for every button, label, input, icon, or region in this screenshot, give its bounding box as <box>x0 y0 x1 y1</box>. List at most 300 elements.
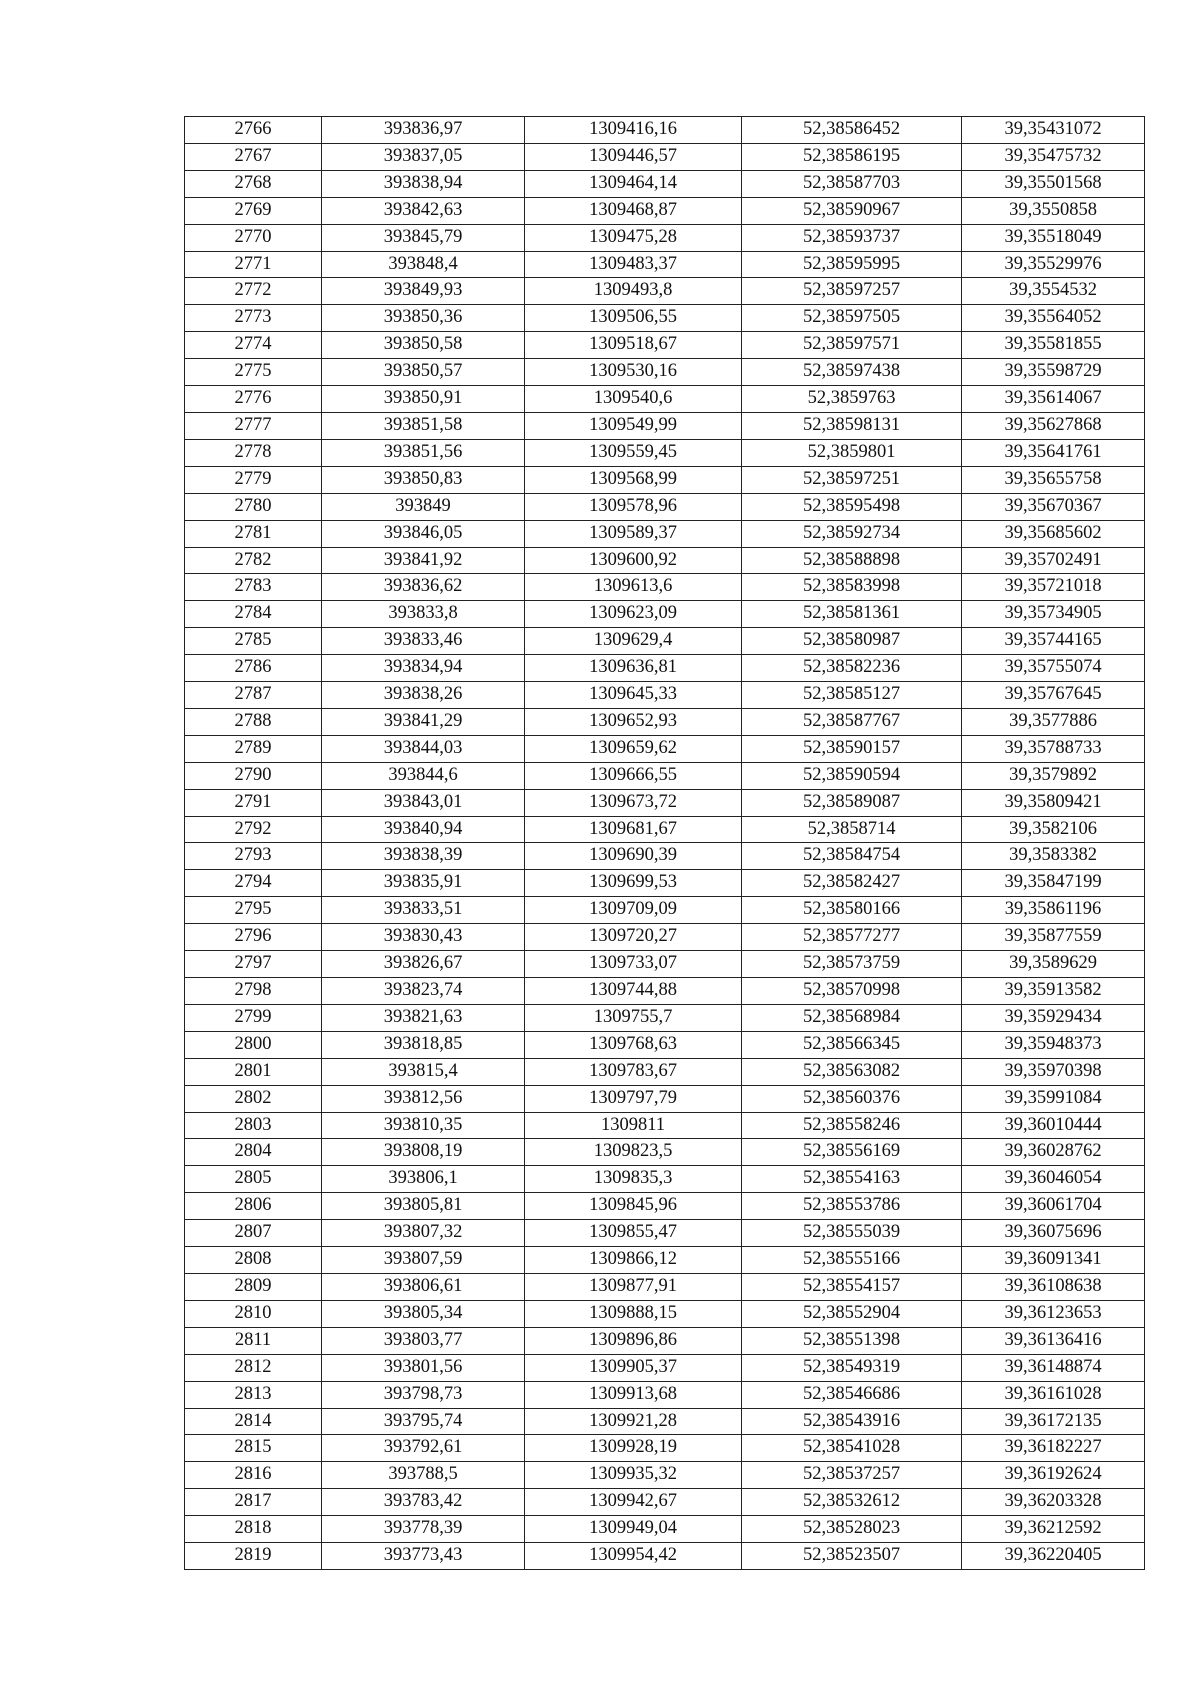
latitude-cell: 52,38553786 <box>742 1193 962 1220</box>
y-coordinate-cell: 1309416,16 <box>525 117 742 144</box>
table-row <box>185 332 1145 359</box>
longitude-cell: 39,35518049 <box>962 224 1145 251</box>
point-number-cell: 2780 <box>185 493 322 520</box>
x-coordinate-cell: 393778,39 <box>322 1516 525 1543</box>
latitude-cell: 52,38552904 <box>742 1300 962 1327</box>
table-row <box>185 412 1145 439</box>
longitude-cell: 39,3577886 <box>962 708 1145 735</box>
latitude-cell: 52,38581361 <box>742 601 962 628</box>
longitude-cell: 39,35788733 <box>962 735 1145 762</box>
x-coordinate-cell: 393818,85 <box>322 1031 525 1058</box>
point-number-cell: 2814 <box>185 1408 322 1435</box>
x-coordinate-cell: 393834,94 <box>322 655 525 682</box>
table-row <box>185 1273 1145 1300</box>
longitude-cell: 39,35948373 <box>962 1031 1145 1058</box>
x-coordinate-cell: 393836,62 <box>322 574 525 601</box>
latitude-cell: 52,38573759 <box>742 951 962 978</box>
longitude-cell: 39,36172135 <box>962 1408 1145 1435</box>
point-number-cell: 2774 <box>185 332 322 359</box>
latitude-cell: 52,38586195 <box>742 143 962 170</box>
x-coordinate-cell: 393805,81 <box>322 1193 525 1220</box>
x-coordinate-cell: 393788,5 <box>322 1462 525 1489</box>
longitude-cell: 39,36075696 <box>962 1220 1145 1247</box>
longitude-cell: 39,35721018 <box>962 574 1145 601</box>
table-row <box>185 224 1145 251</box>
latitude-cell: 52,38528023 <box>742 1516 962 1543</box>
y-coordinate-cell: 1309645,33 <box>525 682 742 709</box>
x-coordinate-cell: 393792,61 <box>322 1435 525 1462</box>
y-coordinate-cell: 1309530,16 <box>525 359 742 386</box>
point-number-cell: 2770 <box>185 224 322 251</box>
x-coordinate-cell: 393803,77 <box>322 1327 525 1354</box>
table-row <box>185 386 1145 413</box>
latitude-cell: 52,3859763 <box>742 386 962 413</box>
latitude-cell: 52,38582427 <box>742 870 962 897</box>
point-number-cell: 2803 <box>185 1112 322 1139</box>
y-coordinate-cell: 1309913,68 <box>525 1381 742 1408</box>
table-row <box>185 305 1145 332</box>
table-row <box>185 1112 1145 1139</box>
longitude-cell: 39,35501568 <box>962 170 1145 197</box>
latitude-cell: 52,38595995 <box>742 251 962 278</box>
y-coordinate-cell: 1309493,8 <box>525 278 742 305</box>
y-coordinate-cell: 1309549,99 <box>525 412 742 439</box>
x-coordinate-cell: 393812,56 <box>322 1085 525 1112</box>
y-coordinate-cell: 1309636,81 <box>525 655 742 682</box>
point-number-cell: 2815 <box>185 1435 322 1462</box>
latitude-cell: 52,38597251 <box>742 466 962 493</box>
x-coordinate-cell: 393807,59 <box>322 1247 525 1274</box>
point-number-cell: 2786 <box>185 655 322 682</box>
latitude-cell: 52,38583998 <box>742 574 962 601</box>
x-coordinate-cell: 393795,74 <box>322 1408 525 1435</box>
x-coordinate-cell: 393850,91 <box>322 386 525 413</box>
x-coordinate-cell: 393833,8 <box>322 601 525 628</box>
latitude-cell: 52,38566345 <box>742 1031 962 1058</box>
longitude-cell: 39,35655758 <box>962 466 1145 493</box>
latitude-cell: 52,38582236 <box>742 655 962 682</box>
latitude-cell: 52,38523507 <box>742 1543 962 1570</box>
y-coordinate-cell: 1309540,6 <box>525 386 742 413</box>
x-coordinate-cell: 393838,26 <box>322 682 525 709</box>
y-coordinate-cell: 1309699,53 <box>525 870 742 897</box>
point-number-cell: 2787 <box>185 682 322 709</box>
y-coordinate-cell: 1309673,72 <box>525 789 742 816</box>
point-number-cell: 2804 <box>185 1139 322 1166</box>
longitude-cell: 39,35991084 <box>962 1085 1145 1112</box>
point-number-cell: 2781 <box>185 520 322 547</box>
longitude-cell: 39,36091341 <box>962 1247 1145 1274</box>
y-coordinate-cell: 1309888,15 <box>525 1300 742 1327</box>
point-number-cell: 2790 <box>185 762 322 789</box>
longitude-cell: 39,35598729 <box>962 359 1145 386</box>
latitude-cell: 52,38555039 <box>742 1220 962 1247</box>
longitude-cell: 39,36010444 <box>962 1112 1145 1139</box>
latitude-cell: 52,3859801 <box>742 439 962 466</box>
y-coordinate-cell: 1309855,47 <box>525 1220 742 1247</box>
x-coordinate-cell: 393850,83 <box>322 466 525 493</box>
x-coordinate-cell: 393849 <box>322 493 525 520</box>
longitude-cell: 39,36203328 <box>962 1489 1145 1516</box>
y-coordinate-cell: 1309709,09 <box>525 897 742 924</box>
x-coordinate-cell: 393849,93 <box>322 278 525 305</box>
point-number-cell: 2777 <box>185 412 322 439</box>
longitude-cell: 39,36182227 <box>962 1435 1145 1462</box>
x-coordinate-cell: 393835,91 <box>322 870 525 897</box>
point-number-cell: 2771 <box>185 251 322 278</box>
x-coordinate-cell: 393838,94 <box>322 170 525 197</box>
x-coordinate-cell: 393840,94 <box>322 816 525 843</box>
latitude-cell: 52,38597438 <box>742 359 962 386</box>
point-number-cell: 2789 <box>185 735 322 762</box>
table-row <box>185 1327 1145 1354</box>
x-coordinate-cell: 393810,35 <box>322 1112 525 1139</box>
x-coordinate-cell: 393848,4 <box>322 251 525 278</box>
latitude-cell: 52,38597257 <box>742 278 962 305</box>
point-number-cell: 2808 <box>185 1247 322 1274</box>
point-number-cell: 2768 <box>185 170 322 197</box>
point-number-cell: 2794 <box>185 870 322 897</box>
x-coordinate-cell: 393850,57 <box>322 359 525 386</box>
point-number-cell: 2792 <box>185 816 322 843</box>
x-coordinate-cell: 393833,46 <box>322 628 525 655</box>
y-coordinate-cell: 1309797,79 <box>525 1085 742 1112</box>
table-row <box>185 682 1145 709</box>
point-number-cell: 2819 <box>185 1543 322 1570</box>
x-coordinate-cell: 393851,56 <box>322 439 525 466</box>
table-row <box>185 278 1145 305</box>
table-row <box>185 951 1145 978</box>
point-number-cell: 2813 <box>185 1381 322 1408</box>
table-row <box>185 897 1145 924</box>
latitude-cell: 52,38598131 <box>742 412 962 439</box>
point-number-cell: 2766 <box>185 117 322 144</box>
table-row <box>185 143 1145 170</box>
point-number-cell: 2769 <box>185 197 322 224</box>
latitude-cell: 52,38580987 <box>742 628 962 655</box>
table-row <box>185 708 1145 735</box>
y-coordinate-cell: 1309518,67 <box>525 332 742 359</box>
table-row <box>185 359 1145 386</box>
x-coordinate-cell: 393838,39 <box>322 843 525 870</box>
y-coordinate-cell: 1309949,04 <box>525 1516 742 1543</box>
y-coordinate-cell: 1309928,19 <box>525 1435 742 1462</box>
table-row <box>185 251 1145 278</box>
table-row <box>185 493 1145 520</box>
point-number-cell: 2806 <box>185 1193 322 1220</box>
x-coordinate-cell: 393806,1 <box>322 1166 525 1193</box>
latitude-cell: 52,38595498 <box>742 493 962 520</box>
x-coordinate-cell: 393821,63 <box>322 1004 525 1031</box>
longitude-cell: 39,35877559 <box>962 924 1145 951</box>
longitude-cell: 39,35970398 <box>962 1058 1145 1085</box>
table-row <box>185 1166 1145 1193</box>
point-number-cell: 2772 <box>185 278 322 305</box>
latitude-cell: 52,38580166 <box>742 897 962 924</box>
point-number-cell: 2796 <box>185 924 322 951</box>
x-coordinate-cell: 393836,97 <box>322 117 525 144</box>
latitude-cell: 52,38590967 <box>742 197 962 224</box>
point-number-cell: 2782 <box>185 547 322 574</box>
y-coordinate-cell: 1309811 <box>525 1112 742 1139</box>
y-coordinate-cell: 1309866,12 <box>525 1247 742 1274</box>
y-coordinate-cell: 1309464,14 <box>525 170 742 197</box>
longitude-cell: 39,35670367 <box>962 493 1145 520</box>
latitude-cell: 52,38558246 <box>742 1112 962 1139</box>
x-coordinate-cell: 393826,67 <box>322 951 525 978</box>
y-coordinate-cell: 1309935,32 <box>525 1462 742 1489</box>
latitude-cell: 52,38549319 <box>742 1354 962 1381</box>
x-coordinate-cell: 393823,74 <box>322 978 525 1005</box>
point-number-cell: 2812 <box>185 1354 322 1381</box>
table-row <box>185 1220 1145 1247</box>
x-coordinate-cell: 393844,6 <box>322 762 525 789</box>
table-row <box>185 655 1145 682</box>
point-number-cell: 2788 <box>185 708 322 735</box>
y-coordinate-cell: 1309954,42 <box>525 1543 742 1570</box>
longitude-cell: 39,36212592 <box>962 1516 1145 1543</box>
point-number-cell: 2783 <box>185 574 322 601</box>
point-number-cell: 2775 <box>185 359 322 386</box>
latitude-cell: 52,38590157 <box>742 735 962 762</box>
longitude-cell: 39,36192624 <box>962 1462 1145 1489</box>
table-row <box>185 924 1145 951</box>
latitude-cell: 52,38554157 <box>742 1273 962 1300</box>
x-coordinate-cell: 393798,73 <box>322 1381 525 1408</box>
table-row <box>185 1354 1145 1381</box>
latitude-cell: 52,38587703 <box>742 170 962 197</box>
longitude-cell: 39,36220405 <box>962 1543 1145 1570</box>
longitude-cell: 39,35475732 <box>962 143 1145 170</box>
longitude-cell: 39,36108638 <box>962 1273 1145 1300</box>
latitude-cell: 52,38541028 <box>742 1435 962 1462</box>
table-row <box>185 1058 1145 1085</box>
longitude-cell: 39,35431072 <box>962 117 1145 144</box>
y-coordinate-cell: 1309652,93 <box>525 708 742 735</box>
point-number-cell: 2807 <box>185 1220 322 1247</box>
x-coordinate-cell: 393850,36 <box>322 305 525 332</box>
longitude-cell: 39,36123653 <box>962 1300 1145 1327</box>
longitude-cell: 39,3554532 <box>962 278 1145 305</box>
table-row <box>185 628 1145 655</box>
latitude-cell: 52,3858714 <box>742 816 962 843</box>
x-coordinate-cell: 393830,43 <box>322 924 525 951</box>
y-coordinate-cell: 1309720,27 <box>525 924 742 951</box>
table-row <box>185 762 1145 789</box>
point-number-cell: 2778 <box>185 439 322 466</box>
latitude-cell: 52,38543916 <box>742 1408 962 1435</box>
y-coordinate-cell: 1309835,3 <box>525 1166 742 1193</box>
table-row <box>185 1247 1145 1274</box>
point-number-cell: 2785 <box>185 628 322 655</box>
table-row <box>185 1408 1145 1435</box>
point-number-cell: 2767 <box>185 143 322 170</box>
y-coordinate-cell: 1309845,96 <box>525 1193 742 1220</box>
longitude-cell: 39,36161028 <box>962 1381 1145 1408</box>
table-row <box>185 978 1145 1005</box>
table-row <box>185 843 1145 870</box>
y-coordinate-cell: 1309589,37 <box>525 520 742 547</box>
x-coordinate-cell: 393815,4 <box>322 1058 525 1085</box>
longitude-cell: 39,35627868 <box>962 412 1145 439</box>
latitude-cell: 52,38537257 <box>742 1462 962 1489</box>
y-coordinate-cell: 1309896,86 <box>525 1327 742 1354</box>
table-row <box>185 1381 1145 1408</box>
x-coordinate-cell: 393833,51 <box>322 897 525 924</box>
point-number-cell: 2811 <box>185 1327 322 1354</box>
longitude-cell: 39,35755074 <box>962 655 1145 682</box>
x-coordinate-cell: 393845,79 <box>322 224 525 251</box>
table-row <box>185 1300 1145 1327</box>
longitude-cell: 39,35847199 <box>962 870 1145 897</box>
point-number-cell: 2802 <box>185 1085 322 1112</box>
latitude-cell: 52,38590594 <box>742 762 962 789</box>
y-coordinate-cell: 1309733,07 <box>525 951 742 978</box>
latitude-cell: 52,38586452 <box>742 117 962 144</box>
latitude-cell: 52,38555166 <box>742 1247 962 1274</box>
x-coordinate-cell: 393807,32 <box>322 1220 525 1247</box>
table-row <box>185 870 1145 897</box>
longitude-cell: 39,3589629 <box>962 951 1145 978</box>
table-row <box>185 1004 1145 1031</box>
point-number-cell: 2795 <box>185 897 322 924</box>
longitude-cell: 39,35529976 <box>962 251 1145 278</box>
longitude-cell: 39,3579892 <box>962 762 1145 789</box>
longitude-cell: 39,36136416 <box>962 1327 1145 1354</box>
x-coordinate-cell: 393846,05 <box>322 520 525 547</box>
table-row <box>185 117 1145 144</box>
x-coordinate-cell: 393841,29 <box>322 708 525 735</box>
coordinates-table-body <box>185 117 1145 1570</box>
y-coordinate-cell: 1309578,96 <box>525 493 742 520</box>
y-coordinate-cell: 1309600,92 <box>525 547 742 574</box>
longitude-cell: 39,36046054 <box>962 1166 1145 1193</box>
longitude-cell: 39,3583382 <box>962 843 1145 870</box>
longitude-cell: 39,35581855 <box>962 332 1145 359</box>
longitude-cell: 39,35861196 <box>962 897 1145 924</box>
x-coordinate-cell: 393851,58 <box>322 412 525 439</box>
point-number-cell: 2799 <box>185 1004 322 1031</box>
x-coordinate-cell: 393808,19 <box>322 1139 525 1166</box>
x-coordinate-cell: 393837,05 <box>322 143 525 170</box>
y-coordinate-cell: 1309783,67 <box>525 1058 742 1085</box>
longitude-cell: 39,36061704 <box>962 1193 1145 1220</box>
point-number-cell: 2773 <box>185 305 322 332</box>
table-row <box>185 601 1145 628</box>
y-coordinate-cell: 1309666,55 <box>525 762 742 789</box>
longitude-cell: 39,35614067 <box>962 386 1145 413</box>
y-coordinate-cell: 1309681,67 <box>525 816 742 843</box>
x-coordinate-cell: 393842,63 <box>322 197 525 224</box>
y-coordinate-cell: 1309942,67 <box>525 1489 742 1516</box>
longitude-cell: 39,35809421 <box>962 789 1145 816</box>
table-row <box>185 1031 1145 1058</box>
latitude-cell: 52,38597505 <box>742 305 962 332</box>
latitude-cell: 52,38570998 <box>742 978 962 1005</box>
point-number-cell: 2797 <box>185 951 322 978</box>
table-row <box>185 1085 1145 1112</box>
latitude-cell: 52,38563082 <box>742 1058 962 1085</box>
latitude-cell: 52,38589087 <box>742 789 962 816</box>
longitude-cell: 39,35564052 <box>962 305 1145 332</box>
y-coordinate-cell: 1309568,99 <box>525 466 742 493</box>
point-number-cell: 2809 <box>185 1273 322 1300</box>
longitude-cell: 39,36148874 <box>962 1354 1145 1381</box>
latitude-cell: 52,38577277 <box>742 924 962 951</box>
table-row <box>185 735 1145 762</box>
longitude-cell: 39,35929434 <box>962 1004 1145 1031</box>
y-coordinate-cell: 1309905,37 <box>525 1354 742 1381</box>
x-coordinate-cell: 393806,61 <box>322 1273 525 1300</box>
latitude-cell: 52,38554163 <box>742 1166 962 1193</box>
table-row <box>185 1516 1145 1543</box>
latitude-cell: 52,38584754 <box>742 843 962 870</box>
latitude-cell: 52,38592734 <box>742 520 962 547</box>
latitude-cell: 52,38587767 <box>742 708 962 735</box>
x-coordinate-cell: 393844,03 <box>322 735 525 762</box>
y-coordinate-cell: 1309768,63 <box>525 1031 742 1058</box>
point-number-cell: 2810 <box>185 1300 322 1327</box>
x-coordinate-cell: 393773,43 <box>322 1543 525 1570</box>
table-row <box>185 789 1145 816</box>
y-coordinate-cell: 1309475,28 <box>525 224 742 251</box>
table-row <box>185 816 1145 843</box>
table-row <box>185 1193 1145 1220</box>
longitude-cell: 39,36028762 <box>962 1139 1145 1166</box>
x-coordinate-cell: 393801,56 <box>322 1354 525 1381</box>
longitude-cell: 39,35744165 <box>962 628 1145 655</box>
table-row <box>185 197 1145 224</box>
table-row <box>185 466 1145 493</box>
y-coordinate-cell: 1309623,09 <box>525 601 742 628</box>
point-number-cell: 2817 <box>185 1489 322 1516</box>
y-coordinate-cell: 1309823,5 <box>525 1139 742 1166</box>
longitude-cell: 39,3550858 <box>962 197 1145 224</box>
x-coordinate-cell: 393850,58 <box>322 332 525 359</box>
y-coordinate-cell: 1309744,88 <box>525 978 742 1005</box>
y-coordinate-cell: 1309506,55 <box>525 305 742 332</box>
latitude-cell: 52,38546686 <box>742 1381 962 1408</box>
y-coordinate-cell: 1309659,62 <box>525 735 742 762</box>
longitude-cell: 39,35734905 <box>962 601 1145 628</box>
point-number-cell: 2818 <box>185 1516 322 1543</box>
y-coordinate-cell: 1309483,37 <box>525 251 742 278</box>
point-number-cell: 2793 <box>185 843 322 870</box>
y-coordinate-cell: 1309921,28 <box>525 1408 742 1435</box>
longitude-cell: 39,35685602 <box>962 520 1145 547</box>
longitude-cell: 39,35913582 <box>962 978 1145 1005</box>
y-coordinate-cell: 1309446,57 <box>525 143 742 170</box>
longitude-cell: 39,35767645 <box>962 682 1145 709</box>
y-coordinate-cell: 1309559,45 <box>525 439 742 466</box>
point-number-cell: 2816 <box>185 1462 322 1489</box>
table-row <box>185 1543 1145 1570</box>
latitude-cell: 52,38585127 <box>742 682 962 709</box>
latitude-cell: 52,38597571 <box>742 332 962 359</box>
table-row <box>185 1139 1145 1166</box>
y-coordinate-cell: 1309877,91 <box>525 1273 742 1300</box>
latitude-cell: 52,38556169 <box>742 1139 962 1166</box>
table-row <box>185 520 1145 547</box>
y-coordinate-cell: 1309755,7 <box>525 1004 742 1031</box>
table-row <box>185 439 1145 466</box>
longitude-cell: 39,35702491 <box>962 547 1145 574</box>
latitude-cell: 52,38560376 <box>742 1085 962 1112</box>
point-number-cell: 2784 <box>185 601 322 628</box>
x-coordinate-cell: 393805,34 <box>322 1300 525 1327</box>
point-number-cell: 2798 <box>185 978 322 1005</box>
table-row <box>185 547 1145 574</box>
